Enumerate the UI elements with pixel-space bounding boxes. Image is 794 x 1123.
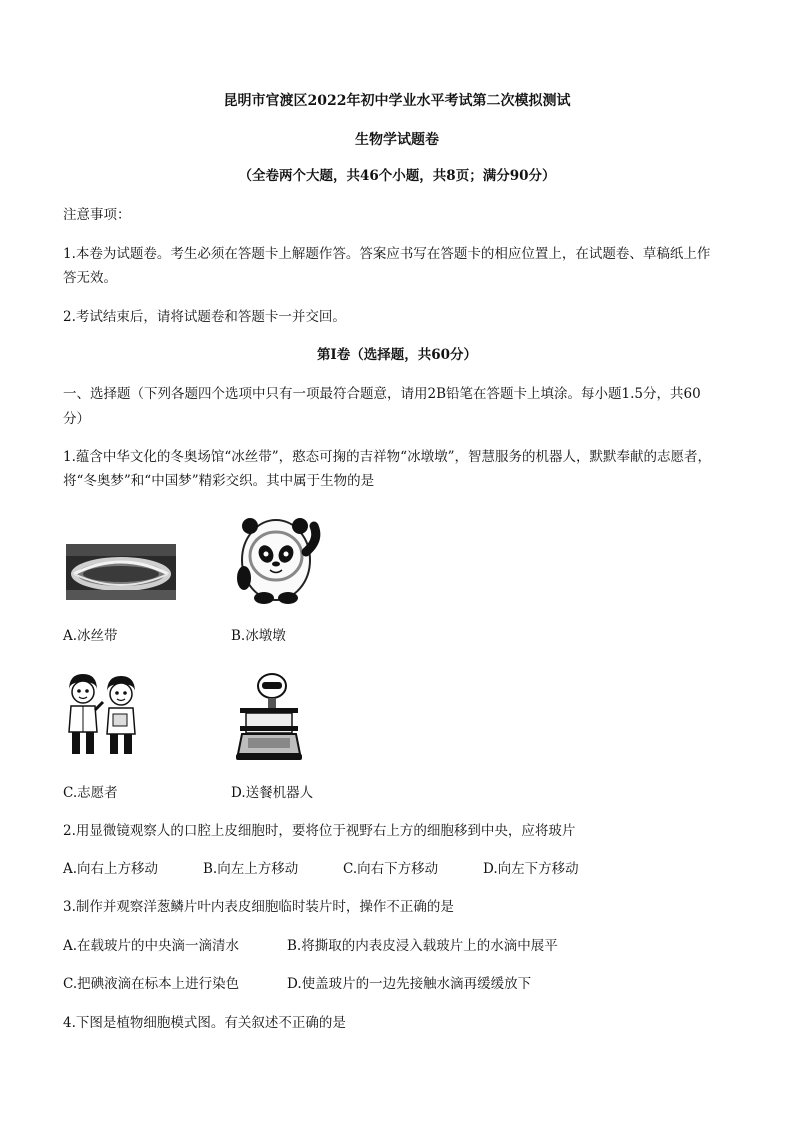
notice-heading: 注意事项： bbox=[63, 207, 131, 223]
question-2-option-a: A.向右上方移动 bbox=[63, 861, 159, 877]
bing-dwen-dwen-mascot-image bbox=[228, 512, 324, 606]
question-3-option-c: C.把碘液滴在标本上进行染色 bbox=[63, 976, 240, 992]
section-title: 第Ⅰ卷（选择题，共60分） bbox=[316, 347, 478, 363]
section-instructions-line-2: 分） bbox=[63, 411, 90, 427]
question-2-option-d: D.向左下方移动 bbox=[483, 861, 579, 877]
question-1-option-c: C.志愿者 bbox=[63, 785, 118, 801]
notice-item-1-line-1: 1.本卷为试题卷。考生必须在答题卡上解题作答。答案应书写在答题卡的相应位置上，在试题卷、草稿纸上作 bbox=[63, 246, 711, 262]
section-instructions-line-1: 一、选择题（下列各题四个选项中只有一项最符合题意，请用2B铅笔在答题卡上填涂。每小题1.5分，共60 bbox=[63, 386, 701, 402]
volunteers-image bbox=[63, 672, 145, 760]
delivery-robot-image bbox=[232, 672, 304, 762]
question-3-option-d: D.使盖玻片的一边先接触水滴再缓缓放下 bbox=[287, 976, 532, 992]
question-4-stem: 4.下图是植物细胞模式图。有关叙述不正确的是 bbox=[63, 1015, 346, 1031]
exam-title: 昆明市官渡区2022年初中学业水平考试第二次模拟测试 bbox=[223, 93, 571, 109]
question-3-option-a: A.在载玻片的中央滴一滴清水 bbox=[63, 938, 240, 954]
exam-subtitle: 生物学试题卷 bbox=[355, 132, 439, 148]
question-1-option-b: B.冰墩墩 bbox=[231, 628, 286, 644]
question-2-option-c: C.向右下方移动 bbox=[343, 861, 439, 877]
question-1-option-d: D.送餐机器人 bbox=[231, 785, 314, 801]
ice-ribbon-stadium-image bbox=[66, 544, 176, 600]
question-3-option-b: B.将撕取的内表皮浸入载玻片上的水滴中展平 bbox=[287, 938, 558, 954]
question-2-option-b: B.向左上方移动 bbox=[203, 861, 299, 877]
question-3-stem: 3.制作并观察洋葱鳞片叶内表皮细胞临时装片时，操作不正确的是 bbox=[63, 899, 454, 915]
notice-item-1-line-2: 答无效。 bbox=[63, 270, 117, 286]
notice-item-2: 2.考试结束后，请将试题卷和答题卡一并交回。 bbox=[63, 309, 346, 325]
question-1-stem-line-2: 将“冬奥梦”和“中国梦”精彩交织。其中属于生物的是 bbox=[63, 473, 375, 489]
exam-info: （全卷两个大题，共46个小题，共8页；满分90分） bbox=[238, 168, 556, 184]
question-1-stem-line-1: 1.蕴含中华文化的冬奥场馆“冰丝带”，憨态可掬的吉祥物“冰墩墩”，智慧服务的机器人，默默奉献的志愿者， bbox=[63, 449, 711, 465]
question-1-option-a: A.冰丝带 bbox=[63, 628, 118, 644]
question-2-stem: 2.用显微镜观察人的口腔上皮细胞时，要将位于视野右上方的细胞移到中央，应将玻片 bbox=[63, 823, 576, 839]
